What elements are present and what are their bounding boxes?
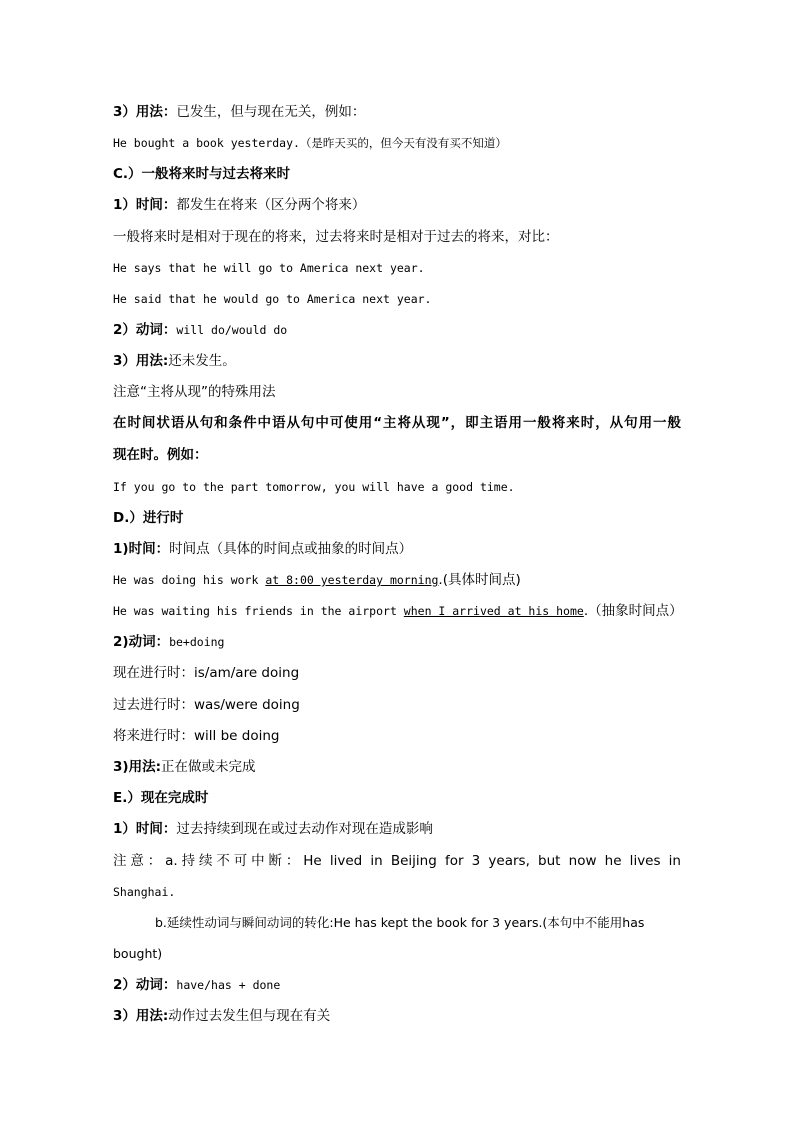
verb-text: will do/would do bbox=[176, 323, 288, 337]
example-sentence: If you go to the part tomorrow, you will have a good time. bbox=[113, 480, 515, 494]
section-heading-c: C.）一般将来时与过去将来时 bbox=[113, 166, 291, 182]
tense-form: 过去进行时：was/were doing bbox=[113, 697, 300, 713]
time-text: 都发生在将来（区分两个将来） bbox=[176, 197, 366, 213]
example-sentence: He bought a book yesterday.（是昨天买的，但今天有没有买不知道） bbox=[113, 136, 507, 150]
time-line bbox=[113, 539, 412, 559]
usage-line bbox=[113, 102, 365, 122]
rule-text: 在时间状语从句和条件中语从句中可使用“主将从现”，即主语用一般将来时，从句用一般 bbox=[113, 415, 681, 431]
time-label: 1）时间： bbox=[113, 821, 177, 837]
verb-label: 2）动词： bbox=[113, 322, 177, 338]
usage-line bbox=[113, 757, 255, 777]
usage-text: 正在做或未完成 bbox=[160, 759, 256, 775]
section-heading-d: D.）进行时 bbox=[113, 510, 184, 526]
verb-line bbox=[113, 320, 287, 340]
example-sentence bbox=[113, 601, 683, 621]
section-heading-e: E.）现在完成时 bbox=[113, 790, 209, 806]
usage-text: 已发生，但与现在无关，例如： bbox=[176, 104, 366, 120]
example-text: He was doing his work bbox=[113, 573, 266, 587]
tense-form: 将来进行时：will be doing bbox=[113, 728, 280, 744]
note-text: 注意“主将从现”的特殊用法 bbox=[113, 384, 276, 400]
time-text: 时间点（具体的时间点或抽象的时间点） bbox=[169, 541, 413, 557]
time-label: 1)时间： bbox=[113, 541, 170, 557]
example-sentence: He says that he will go to America next year. bbox=[113, 261, 425, 275]
note-a-cont: Shanghai. bbox=[113, 885, 176, 899]
usage-label: 3）用法： bbox=[113, 104, 177, 120]
usage-text: 还未发生。 bbox=[168, 353, 236, 369]
time-line bbox=[113, 819, 433, 839]
example-sentence bbox=[113, 570, 521, 590]
example-sentence: He said that he would go to America next year. bbox=[113, 292, 432, 306]
usage-label: 3）用法: bbox=[113, 353, 169, 369]
usage-label: 3)用法: bbox=[113, 759, 161, 775]
example-note: .(具体时间点) bbox=[438, 572, 521, 588]
verb-line bbox=[113, 632, 224, 652]
usage-line bbox=[113, 351, 236, 371]
verb-line bbox=[113, 975, 280, 995]
note-b: b.延续性动词与瞬间动词的转化:He has kept the book for 3 years.(本句中不能用has bbox=[155, 915, 645, 930]
compare-text: 一般将来时是相对于现在的将来，过去将来时是相对于过去的将来，对比： bbox=[113, 229, 559, 245]
usage-label: 3）用法: bbox=[113, 1008, 169, 1024]
time-label: 1）时间： bbox=[113, 197, 177, 213]
time-line bbox=[113, 195, 365, 215]
verb-text: have/has + done bbox=[176, 978, 281, 992]
verb-label: 2）动词： bbox=[113, 977, 177, 993]
example-text: He was waiting his friends in the airport bbox=[113, 604, 404, 618]
note-a: 注意：a.持续不可中断：He lived in Beijing for 3 years, but now he lives in bbox=[113, 853, 681, 869]
verb-label: 2)动词： bbox=[113, 634, 170, 650]
rule-text-cont: 现在时。例如： bbox=[113, 447, 208, 463]
usage-text: 动作过去发生但与现在有关 bbox=[168, 1008, 331, 1024]
tense-form: 现在进行时：is/am/are doing bbox=[113, 665, 300, 681]
underlined-time-phrase: at 8:00 yesterday morning bbox=[265, 573, 439, 587]
verb-text: be+doing bbox=[169, 635, 225, 649]
example-note: .（抽象时间点） bbox=[583, 603, 683, 619]
note-b-cont: bought) bbox=[113, 946, 163, 961]
underlined-time-phrase: when I arrived at his home bbox=[403, 604, 584, 618]
usage-line bbox=[113, 1006, 330, 1026]
time-text: 过去持续到现在或过去动作对现在造成影响 bbox=[176, 821, 433, 837]
